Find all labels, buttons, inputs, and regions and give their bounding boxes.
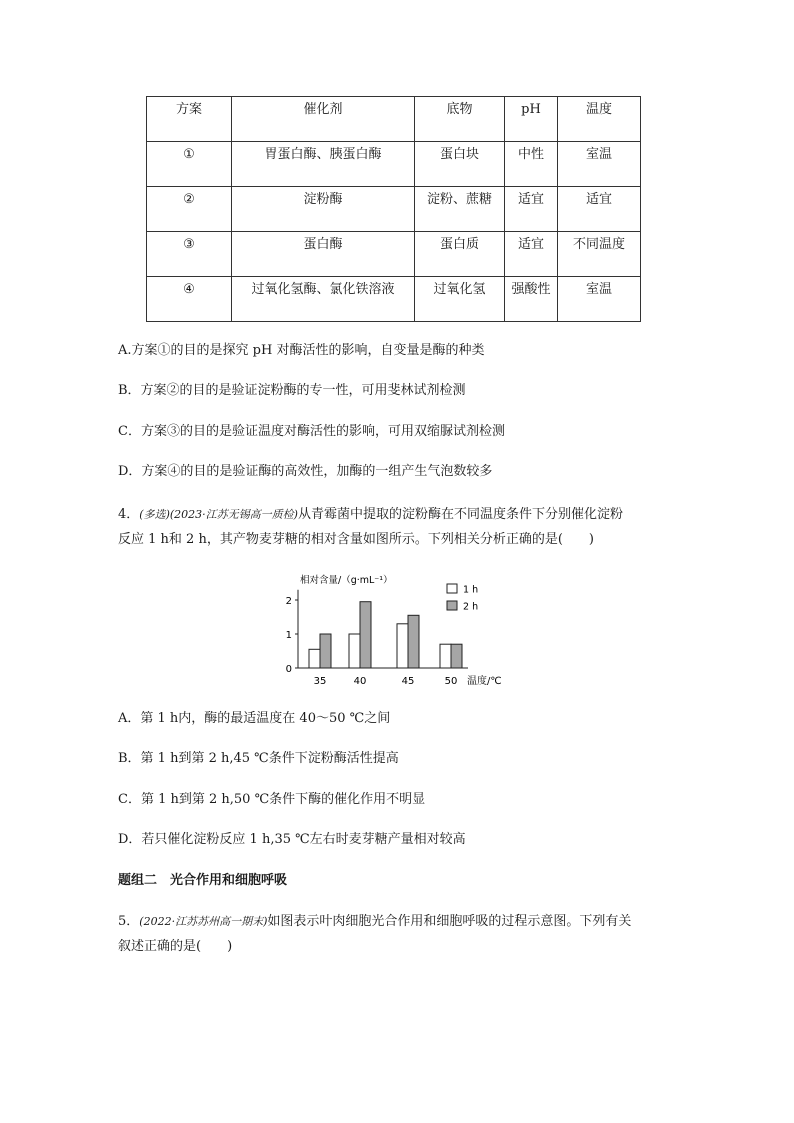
plan-table [146,96,641,322]
q4-option-c: C．第 1 h到第 2 h,50 ℃条件下酶的催化作用不明显 [118,792,426,807]
x-tick-label: 40 [353,676,367,687]
table-cell: 室温 [558,277,641,322]
table-cell: 过氧化氢酶、氯化铁溶液 [232,277,415,322]
table-cell: 淀粉酶 [232,187,415,232]
q3-option-a: A.方案①的目的是探究 pH 对酶活性的影响，自变量是酶的种类 [118,343,485,358]
table-cell: 适宜 [505,187,558,232]
table-cell: ④ [147,277,232,322]
bar-2h-45 [408,615,419,668]
q5-number: 5． [118,914,140,929]
legend-label: 1 h [463,584,479,596]
table-cell: 胃蛋白酶、胰蛋白酶 [232,142,415,187]
bar-1h-50 [440,644,451,668]
y-tick-label: 1 [285,630,292,641]
table-header-cell: 温度 [558,97,641,142]
table-header-cell: 底物 [415,97,505,142]
table-cell: ② [147,187,232,232]
table-cell: 适宜 [505,232,558,277]
legend-label: 2 h [463,601,479,613]
q4-text-1: 从青霉菌中提取的淀粉酶在不同温度条件下分别催化淀粉 [297,507,623,522]
table-row [147,232,641,277]
table-cell: 适宜 [558,187,641,232]
q3-option-c: C．方案③的目的是验证温度对酶活性的影响，可用双缩脲试剂检测 [118,424,505,439]
x-tick-label: 50 [444,676,458,687]
section-title: 题组二 光合作用和细胞呼吸 [118,873,288,888]
legend-swatch [447,601,457,610]
q4-source: (2023·江苏无锡高一质检) [169,508,298,521]
q4-number: 4． [118,507,140,522]
table-cell: ① [147,142,232,187]
table-cell: 室温 [558,142,641,187]
table-header-cell: 催化剂 [232,97,415,142]
table-row [147,277,641,322]
table-header-cell: pH [505,97,558,142]
table-header-cell: 方案 [147,97,232,142]
table-cell: 淀粉、蔗糖 [415,187,505,232]
bar-2h-35 [320,634,331,668]
y-tick-label: 2 [285,596,292,607]
legend-swatch [447,584,457,593]
y-tick-label: 0 [285,664,292,675]
q5-text-1: 如图表示叶肉细胞光合作用和细胞呼吸的过程示意图。下列有关 [267,914,632,929]
table-cell: 强酸性 [505,277,558,322]
q5-stem-line1 [118,913,631,931]
bar-1h-35 [309,649,320,668]
q5-stem-line2: 叙述正确的是( ) [118,939,233,954]
table-cell: 不同温度 [558,232,641,277]
x-axis-label: 温度/℃ [467,676,502,687]
q3-option-b: B．方案②的目的是验证淀粉酶的专一性，可用斐林试剂检测 [118,383,466,398]
bar-2h-50 [451,644,462,668]
table-header-row [147,97,641,142]
q4-option-a: A．第 1 h内，酶的最适温度在 40～50 ℃之间 [118,711,391,726]
bar-2h-40 [360,602,371,668]
table-row [147,187,641,232]
q4-option-d: D．若只催化淀粉反应 1 h,35 ℃左右时麦芽糖产量相对较高 [118,832,466,847]
table-cell: 蛋白质 [415,232,505,277]
q4-tag: (多选) [139,508,170,521]
q4-option-b: B．第 1 h到第 2 h,45 ℃条件下淀粉酶活性提高 [118,751,399,766]
x-tick-label: 45 [401,676,415,687]
table-cell: 中性 [505,142,558,187]
table-cell: ③ [147,232,232,277]
q3-option-d: D．方案④的目的是验证酶的高效性，加酶的一组产生气泡数较多 [118,464,493,479]
table-row [147,142,641,187]
q5-source: (2022·江苏苏州高一期末) [139,915,268,928]
bar-1h-40 [349,634,360,668]
bar-1h-45 [397,624,408,668]
table-cell: 蛋白酶 [232,232,415,277]
q4-stem-line2: 反应 1 h和 2 h，其产物麦芽糖的相对含量如图所示。下列相关分析正确的是( ) [118,532,594,547]
x-tick-label: 35 [313,676,327,687]
table-cell: 蛋白块 [415,142,505,187]
table-cell: 过氧化氢 [415,277,505,322]
maltose-bar-chart [278,570,518,688]
y-axis-label: 相对含量/（g·mL⁻¹） [300,575,393,586]
q4-stem-line1 [118,506,623,524]
